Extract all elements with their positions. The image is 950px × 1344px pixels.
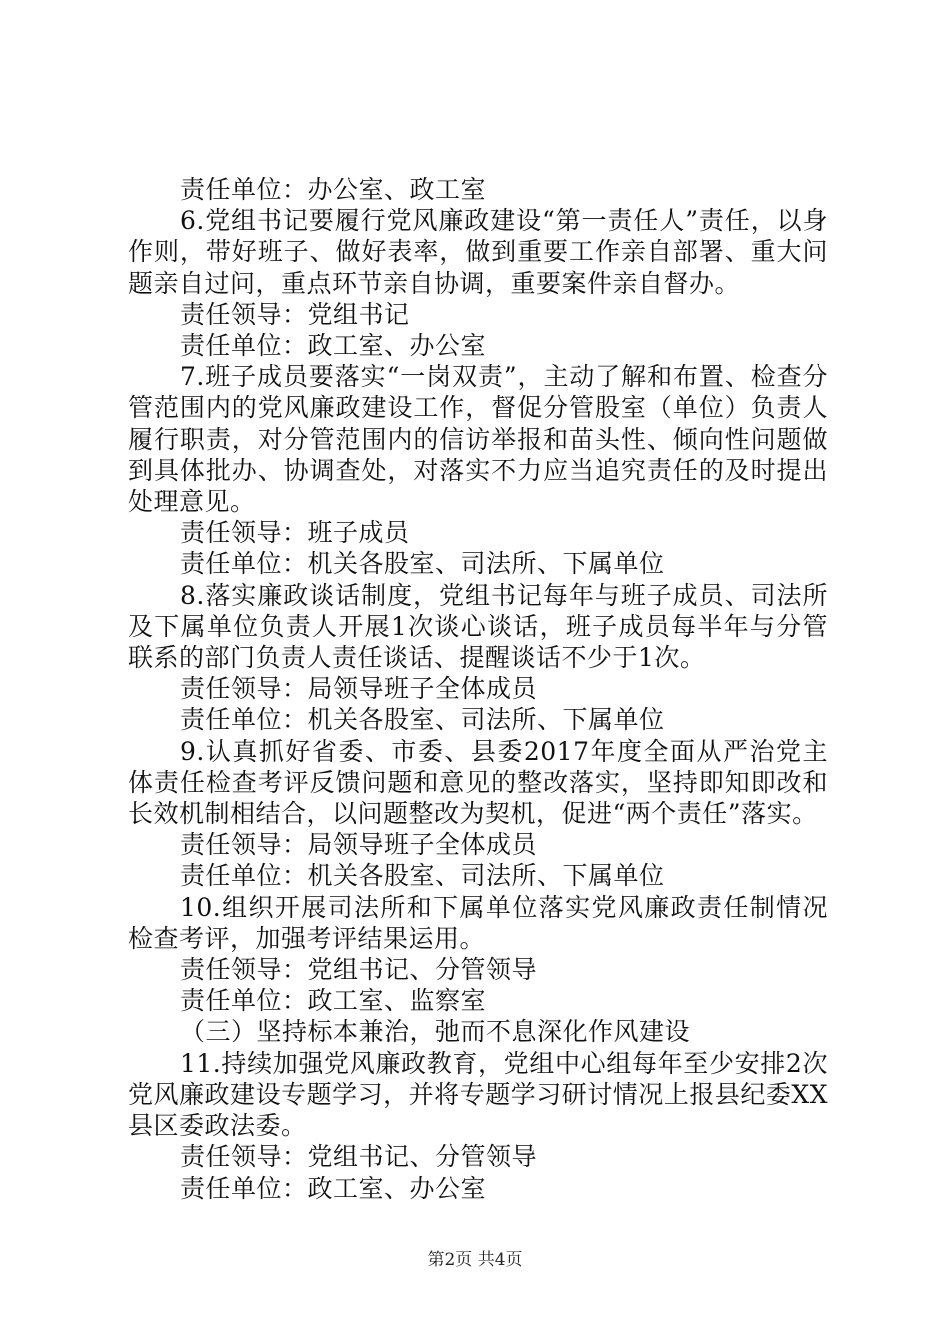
- paragraph-item-8: 8.落实廉政谈话制度，党组书记每年与班子成员、司法所及下属单位负责人开展1次谈心谈话，班子成员每半年与分管联系的部门负责人责任谈话、提醒谈话不少于1次。: [128, 580, 828, 673]
- paragraph-unit-8: 责任单位：机关各股室、司法所、下属单位: [180, 705, 665, 735]
- paragraph-item-6: 6.党组书记要履行党风廉政建设“第一责任人”责任，以身作则，带好班子、做好表率，做到重要工作亲自部署、重大问题亲自过问，重点环节亲自协调，重要案件亲自督办。: [128, 206, 828, 298]
- section-heading-3: （三）坚持标本兼治，弛而不息深化作风建设: [180, 1017, 691, 1047]
- paragraph-item-7: 7.班子成员要落实“一岗双责”，主动了解和布置、检查分管范围内的党风廉政建设工作，督促分管股室（单位）负责人履行职责，对分管范围内的信访举报和苗头性、倾向性问题做到具体批办、协调查处，对落实不力应当追究责任的及时提出处理意见。: [128, 362, 828, 517]
- paragraph-leader-10: 责任领导：党组书记、分管领导: [180, 955, 538, 985]
- page-number-footer: 第2页 共4页: [427, 1250, 523, 1270]
- document-body: [128, 174, 828, 1204]
- paragraph-leader-9: 责任领导：局领导班子全体成员: [180, 830, 538, 860]
- paragraph-unit-10: 责任单位：政工室、监察室: [180, 986, 487, 1016]
- paragraph-item-11: 11.持续加强党风廉政教育，党组中心组每年至少安排2次党风廉政建设专题学习，并将专题学习研讨情况上报县纪委XX县区委政法委。: [128, 1048, 828, 1141]
- paragraph-unit-9: 责任单位：机关各股室、司法所、下属单位: [180, 861, 665, 891]
- paragraph-unit-6: 责任单位：政工室、办公室: [180, 331, 487, 361]
- paragraph-unit-7: 责任单位：机关各股室、司法所、下属单位: [180, 549, 665, 579]
- paragraph-item-9: 9.认真抓好省委、市委、县委2017年度全面从严治党主体责任检查考评反馈问题和意见的整改落实，坚持即知即改和长效机制相结合，以问题整改为契机，促进“两个责任”落实。: [128, 736, 828, 829]
- paragraph-leader-7: 责任领导：班子成员: [180, 518, 410, 548]
- paragraph-leader-11: 责任领导：党组书记、分管领导: [180, 1142, 538, 1172]
- paragraph-leader-8: 责任领导：局领导班子全体成员: [180, 674, 538, 704]
- paragraph-leader-6: 责任领导：党组书记: [180, 299, 410, 329]
- paragraph-unit-11: 责任单位：政工室、办公室: [180, 1173, 487, 1203]
- paragraph-unit-1: 责任单位：办公室、政工室: [180, 175, 487, 204]
- paragraph-item-10: 10.组织开展司法所和下属单位落实党风廉政责任制情况检查考评，加强考评结果运用。: [128, 892, 828, 953]
